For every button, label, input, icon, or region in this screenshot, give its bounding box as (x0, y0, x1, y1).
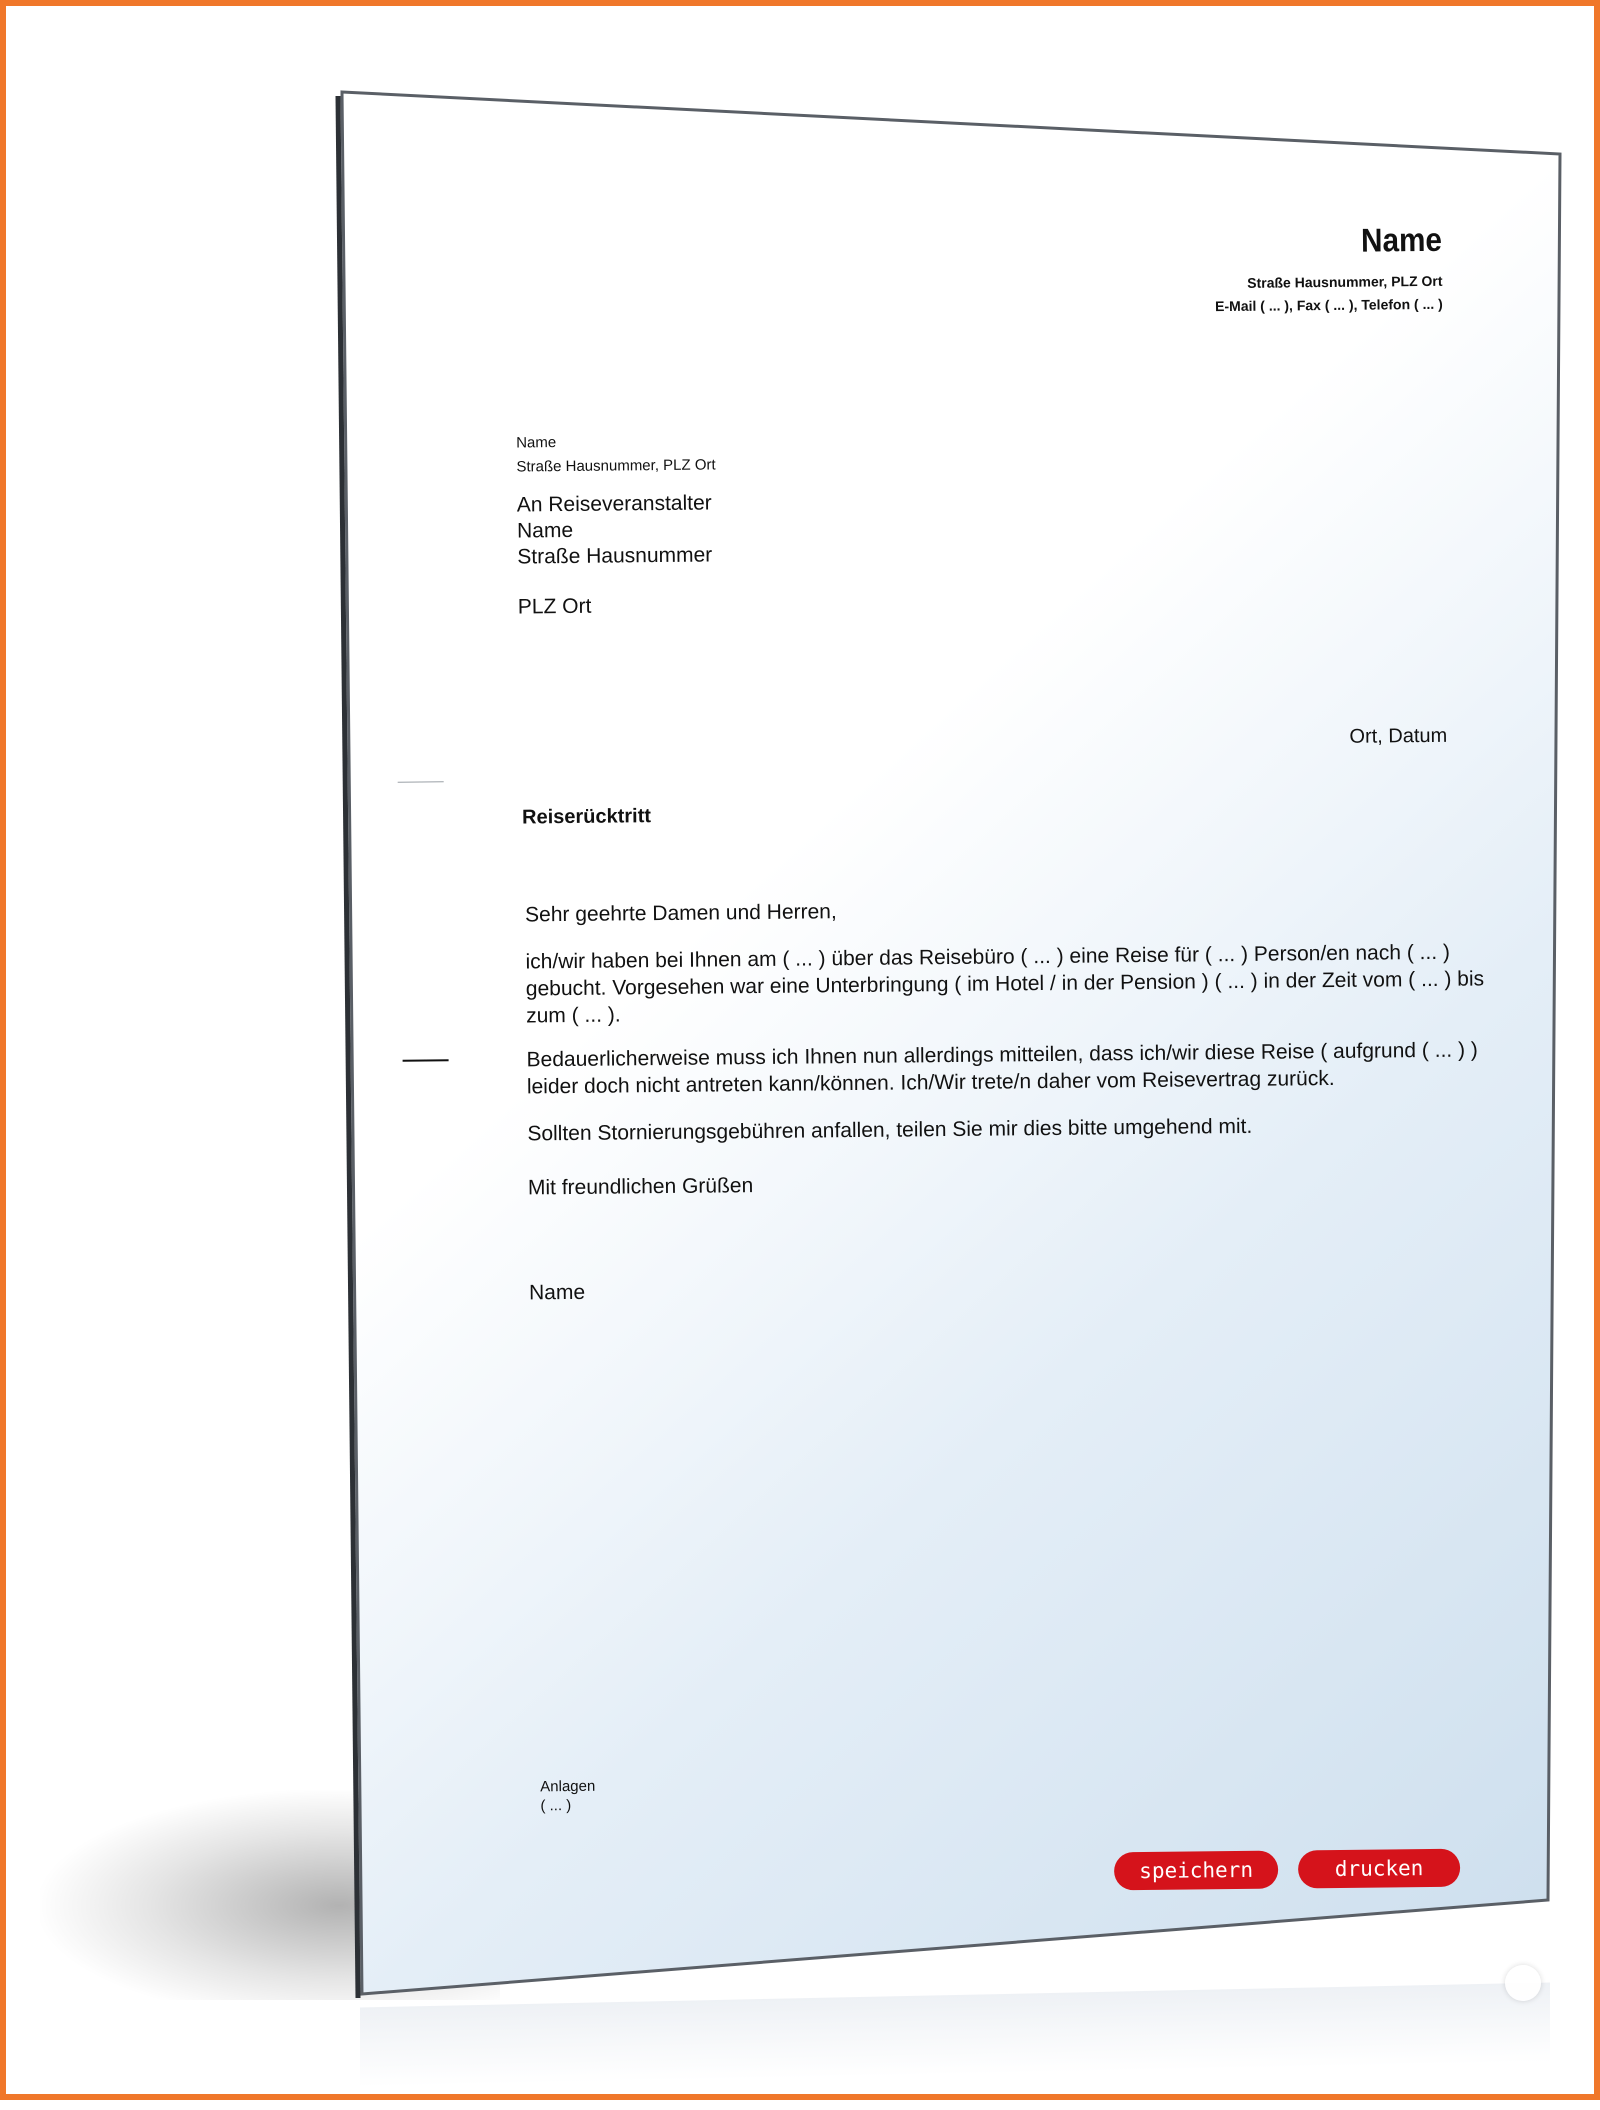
closing: Mit freundlichen Grüßen (527, 1174, 754, 1200)
paragraph-2-line-2: leider doch nicht antreten kann/können. Ich/Wir trete/n daher vom Reisevertrag zurück. (526, 1066, 1335, 1099)
sender-address: Straße Hausnummer, PLZ Ort (516, 456, 716, 476)
subject: Reiserücktritt (521, 805, 652, 829)
fold-mark (398, 781, 444, 782)
sender-name: Name (516, 434, 557, 452)
salutation: Sehr geehrte Damen und Herren, (524, 900, 837, 927)
letterhead-name: Name (1360, 220, 1443, 259)
recipient-line-4: PLZ Ort (517, 594, 592, 619)
paragraph-1-line-1: ich/wir haben bei Ihnen am ( ... ) über das Reisebüro ( ... ) eine Reise für ( ... ) Person/en nach ( ... ) (525, 940, 1451, 974)
recipient-line-3: Straße Hausnummer (517, 543, 713, 569)
attachments-label: Anlagen (540, 1777, 596, 1796)
corner-badge-icon (1505, 1965, 1541, 2001)
save-button[interactable]: speichern (1114, 1851, 1278, 1891)
paragraph-3: Sollten Stornierungsgebühren anfallen, teilen Sie mir dies bitte umgehend mit. (527, 1114, 1253, 1146)
recipient-line-2: Name (516, 518, 574, 543)
punch-mark (403, 1059, 449, 1061)
print-button[interactable]: drucken (1298, 1849, 1460, 1889)
letterhead-address: Straße Hausnummer, PLZ Ort (1247, 272, 1443, 291)
paragraph-2-line-1: Bedauerlicherweise muss ich Ihnen nun allerdings mitteilen, dass ich/wir diese Reise ( aufgrund ( ... ) ) (526, 1038, 1478, 1072)
recipient-line-1: An Reiseveranstalter (516, 491, 712, 517)
attachments-value: ( ... ) (540, 1797, 572, 1815)
place-date: Ort, Datum (1349, 724, 1448, 748)
signature-name: Name (528, 1280, 586, 1305)
letterhead-contact: E-Mail ( ... ), Fax ( ... ), Telefon ( ... ) (1215, 295, 1443, 315)
paragraph-1-line-2: gebucht. Vorgesehen war eine Unterbringung ( im Hotel / in der Pension ) ( ... ) in der Zeit vom ( ... ) bis (525, 967, 1485, 1001)
paragraph-1-line-3: zum ( ... ). (526, 1003, 621, 1028)
